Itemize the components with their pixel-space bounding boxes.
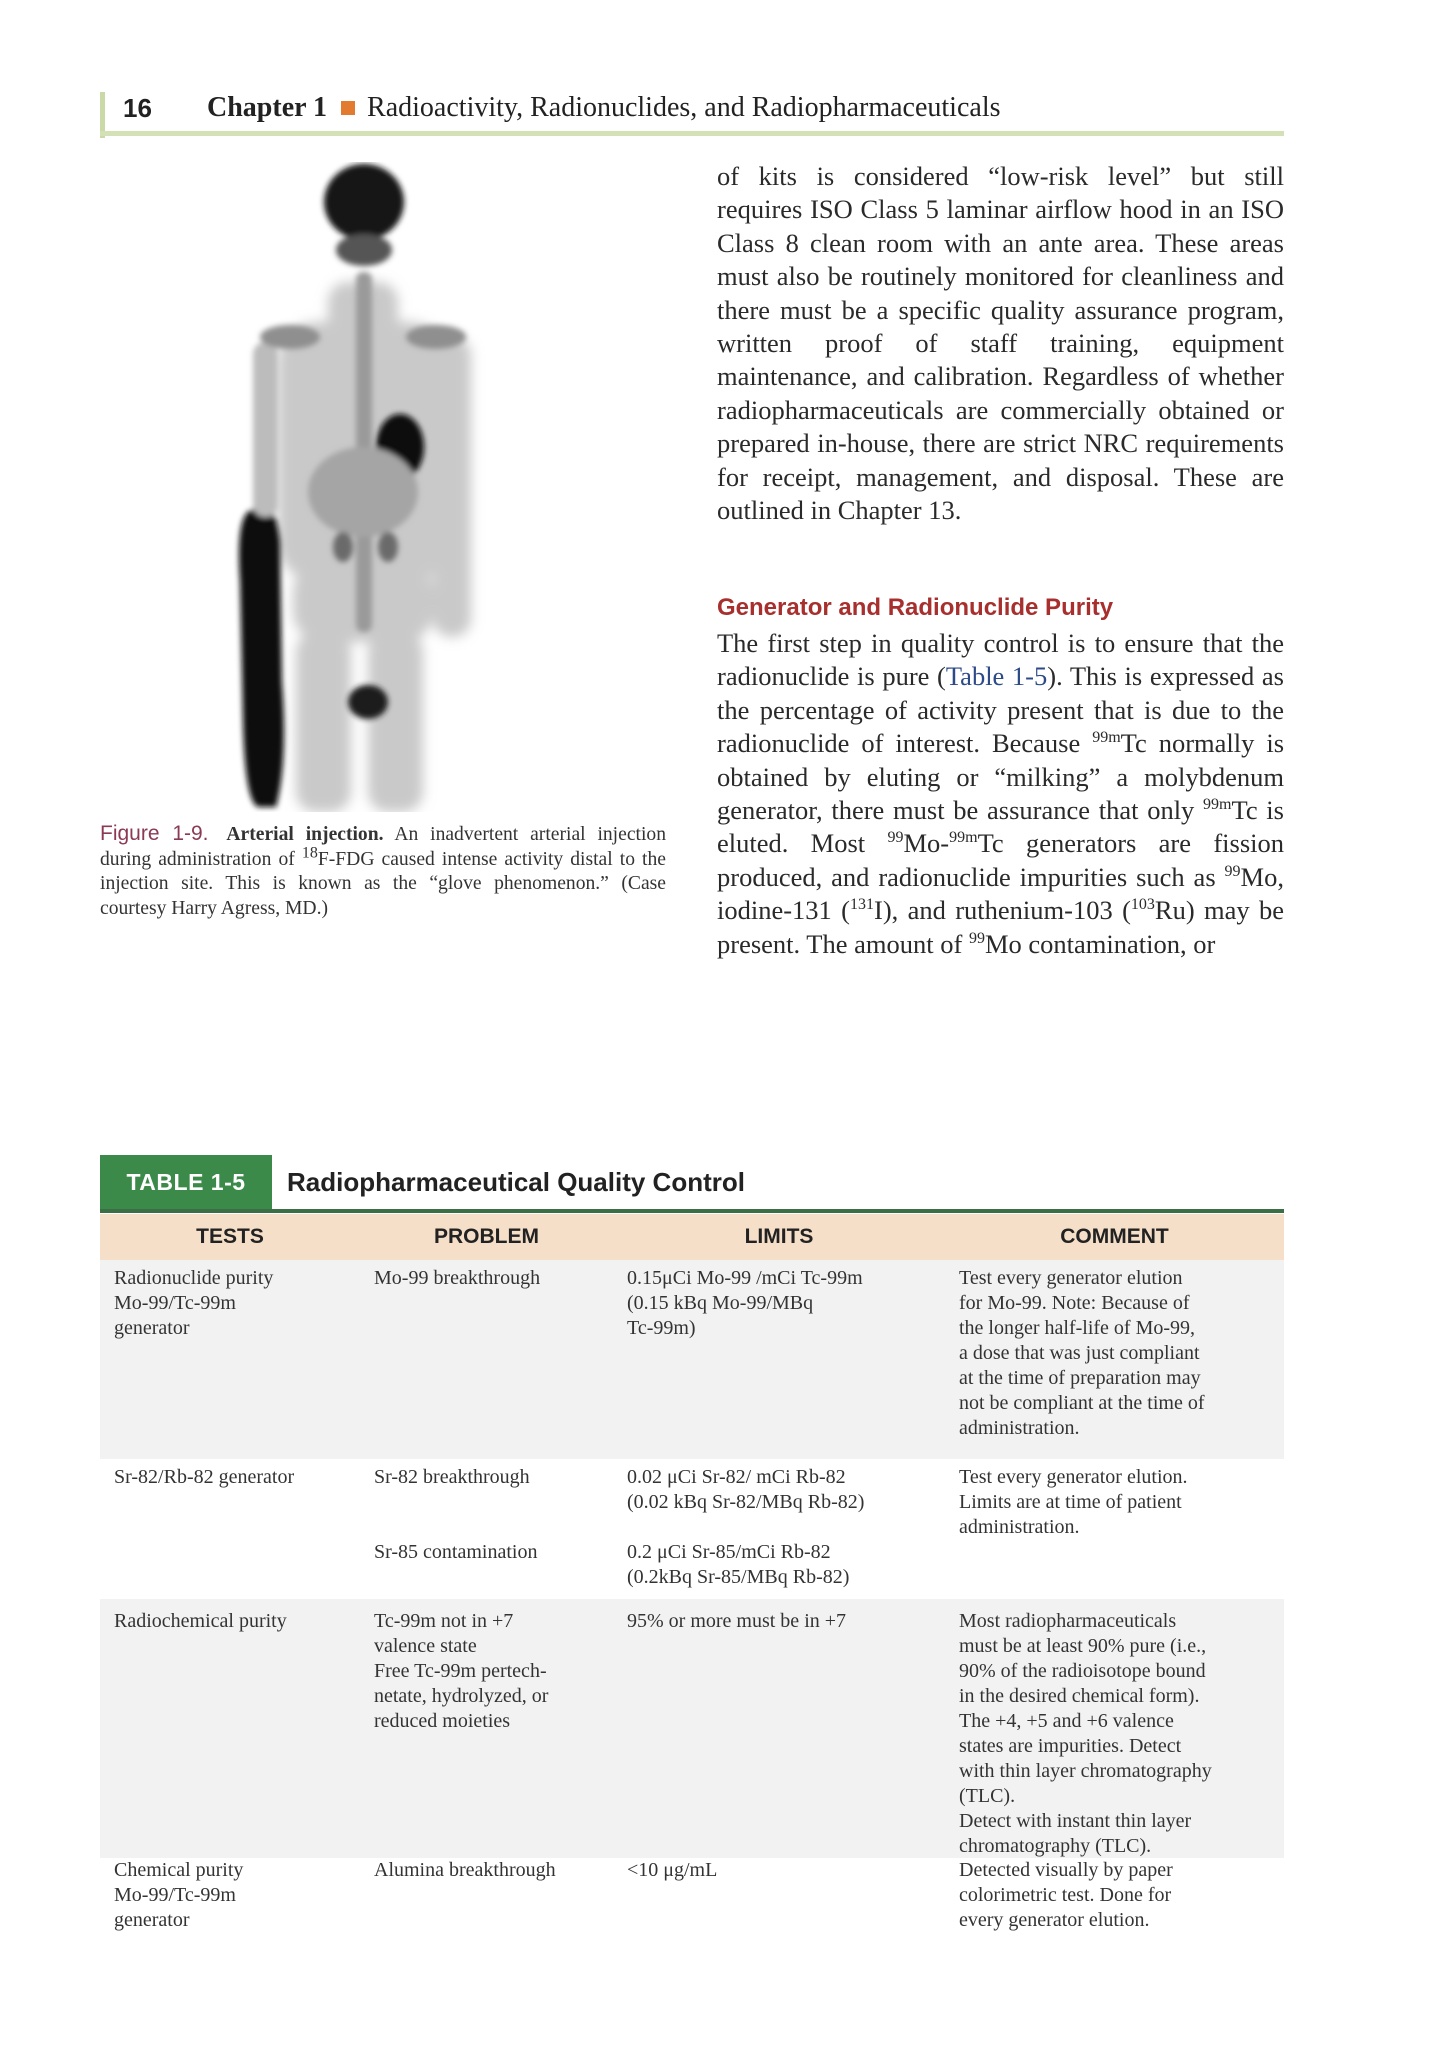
p2-sup: 99m (1203, 796, 1232, 814)
chapter-title: Radioactivity, Radionuclides, and Radiopharmaceuticals (367, 92, 1001, 123)
cell-line: Sr-82/Rb-82 generator (114, 1466, 295, 1488)
cell-line: (TLC). (959, 1785, 1016, 1807)
cell-line: netate, hydrolyzed, or (374, 1685, 549, 1707)
cell-line: valence state (374, 1635, 477, 1657)
p2-sup: 99m (949, 829, 978, 847)
header-rule (100, 131, 1284, 136)
table-number-tag: TABLE 1-5 (100, 1155, 272, 1209)
cell-line: generator (114, 1317, 190, 1339)
cell-comment (945, 1465, 1284, 1599)
cell-line: chromatography (TLC). (959, 1835, 1152, 1857)
chapter-heading (207, 92, 1001, 124)
cell-line: Chemical purity (114, 1859, 244, 1881)
p2-sup: 99 (968, 929, 985, 947)
table-title-bar (100, 1155, 1284, 1209)
cell-line: Free Tc-99m pertech- (374, 1660, 547, 1682)
page-number: 16 (123, 93, 152, 123)
cell-line: Alumina breakthrough (374, 1859, 556, 1881)
cell-line: 90% of the radioisotope bound (959, 1660, 1206, 1682)
p2-text: Mo, iodine-131 ( (717, 861, 1284, 926)
column-header-limits: LIMITS (744, 1225, 814, 1248)
cell-limits (613, 1609, 945, 1858)
cell-line: (0.02 kBq Sr-82/MBq Rb-82) (627, 1491, 865, 1513)
figure-caption (100, 822, 666, 921)
cell-line: Limits are at time of patient (959, 1491, 1182, 1513)
table-row (100, 1459, 1284, 1599)
cell-line: (0.2kBq Sr-85/MBq Rb-82) (627, 1566, 850, 1588)
cell-line: Test every generator elution. (959, 1466, 1188, 1488)
p2-sup: 99m (1092, 729, 1121, 747)
cell-line: must be at least 90% pure (i.e., (959, 1635, 1207, 1657)
cell-line: Sr-85 contamination (374, 1541, 538, 1563)
table-header-row (100, 1213, 1284, 1260)
cell-line: Sr-82 breakthrough (374, 1466, 530, 1488)
cell-line: states are impurities. Detect (959, 1735, 1182, 1757)
cell-line: The +4, +5 and +6 valence (959, 1710, 1174, 1732)
cell-line: administration. (959, 1516, 1080, 1538)
p2-sup: 131 (850, 896, 874, 914)
cell-problem (360, 1858, 613, 1948)
cell-line: (0.15 kBq Mo-99/MBq (627, 1292, 814, 1314)
p2-text: Tc is eluted. Most (717, 795, 1284, 859)
cell-limits (613, 1858, 945, 1948)
cell-line: 0.02 μCi Sr-82/ mCi Rb-82 (627, 1466, 846, 1488)
cell-limits (613, 1465, 945, 1599)
cell-line: Mo-99/Tc-99m (114, 1292, 236, 1314)
cell-comment (945, 1858, 1284, 1948)
p2-text: I), and ruthenium-103 ( (874, 895, 1131, 926)
cell-line: for Mo-99. Note: Because of (959, 1292, 1190, 1314)
square-bullet-icon (341, 101, 355, 115)
cell-line: Mo-99 breakthrough (374, 1267, 541, 1289)
cell-line: Tc-99m) (627, 1317, 696, 1339)
figure-label: Figure 1-9. (100, 822, 209, 845)
cell-problem (360, 1609, 613, 1858)
cell-problem (360, 1266, 613, 1459)
cell-line: with thin layer chromatography (959, 1760, 1212, 1782)
cell-line: administration. (959, 1417, 1080, 1439)
cell-tests (100, 1609, 360, 1858)
cell-line: in the desired chemical form). (959, 1685, 1200, 1707)
cell-line: Tc-99m not in +7 (374, 1610, 514, 1632)
chapter-label: Chapter 1 (207, 92, 328, 123)
caption-text-b: F-FDG caused intense activity distal to the injection site. This is known as the “glove phenomenon.” (Case courtesy Harry Agress, MD.) (100, 848, 666, 919)
p2-text: Tc generators are fission produced, and radionuclide impurities such as (717, 828, 1284, 892)
column-header-tests: TESTS (196, 1225, 264, 1248)
cell-line: reduced moieties (374, 1710, 511, 1732)
table-row (100, 1599, 1284, 1858)
cell-line: Mo-99/Tc-99m (114, 1884, 236, 1906)
p2-text: Mo contamination, or (984, 928, 1216, 959)
cell-tests (100, 1266, 360, 1459)
p2-text: The first step in quality control is to ensure that the radionuclide is pure ( (717, 628, 1284, 692)
cell-line: every generator elution. (959, 1909, 1150, 1931)
p2-sup: 103 (1130, 896, 1155, 914)
table-reference-link[interactable]: Table 1-5 (945, 661, 1048, 692)
cell-line: Most radiopharmaceuticals (959, 1610, 1177, 1632)
body-paragraph-2 (717, 627, 1284, 961)
quality-control-table (100, 1155, 1284, 1948)
table-row (100, 1260, 1284, 1459)
cell-problem (360, 1465, 613, 1599)
cell-line: colorimetric test. Done for (959, 1884, 1172, 1906)
cell-line: Radiochemical purity (114, 1610, 287, 1632)
cell-line: at the time of preparation may (959, 1367, 1201, 1389)
cell-line: a dose that was just compliant (959, 1342, 1200, 1364)
figure-title: Arterial injection. (226, 824, 384, 845)
cell-comment (945, 1609, 1284, 1858)
caption-sup: 18 (301, 843, 318, 861)
cell-tests (100, 1858, 360, 1948)
cell-line: Test every generator elution (959, 1267, 1183, 1289)
cell-line: the longer half-life of Mo-99, (959, 1317, 1196, 1339)
p2-text: Ru) may be present. The amount of (717, 895, 1285, 959)
section-heading: Generator and Radionuclide Purity (717, 594, 1114, 621)
cell-line: not be compliant at the time of (959, 1392, 1205, 1414)
cell-line: <10 μg/mL (627, 1859, 718, 1881)
p2-text: Mo- (903, 828, 950, 859)
cell-line: 95% or more must be in +7 (627, 1610, 847, 1632)
cell-line: Detect with instant thin layer (959, 1810, 1192, 1832)
cell-line: Detected visually by paper (959, 1859, 1173, 1881)
cell-line: 0.15μCi Mo-99 /mCi Tc-99m (627, 1267, 863, 1289)
cell-line: generator (114, 1909, 190, 1931)
table-row (100, 1858, 1284, 1948)
column-header-problem: PROBLEM (434, 1225, 539, 1248)
cell-line: 0.2 μCi Sr-85/mCi Rb-82 (627, 1541, 831, 1563)
cell-tests (100, 1465, 360, 1599)
column-header-comment: COMMENT (1060, 1225, 1169, 1248)
caption-text-a: An inadvertent arterial injection during administration of (100, 824, 667, 870)
whole-body-pet-scan-image (218, 162, 508, 812)
p2-text: Tc normally is obtained by eluting or “milking” a molybdenum generator, there must be assurance that only (717, 728, 1285, 826)
table-title: Radiopharmaceutical Quality Control (287, 1167, 745, 1197)
p2-sup: 99 (1224, 863, 1241, 881)
p2-text: ). This is expressed as the percentage of activity present that is due to the radionuclide of interest. Because (717, 661, 1284, 759)
cell-limits (613, 1266, 945, 1459)
body-paragraph-1: of kits is considered “low-risk level” but still requires ISO Class 5 laminar airflow hood in an ISO Class 8 clean room with an ante area. These areas must also be routinely monitored for cleanliness and there must be a specific quality assurance program, written proof of staff training, equipment maintenance, and calibration. Regardless of whether radiopharmaceuticals are commercially obtained or prepared in-house, there are strict NRC requirements for receipt, management, and disposal. These are outlined in Chapter 13. (717, 161, 1284, 526)
cell-line: Radionuclide purity (114, 1267, 274, 1289)
p2-sup: 99 (887, 829, 904, 847)
cell-comment (945, 1266, 1284, 1459)
